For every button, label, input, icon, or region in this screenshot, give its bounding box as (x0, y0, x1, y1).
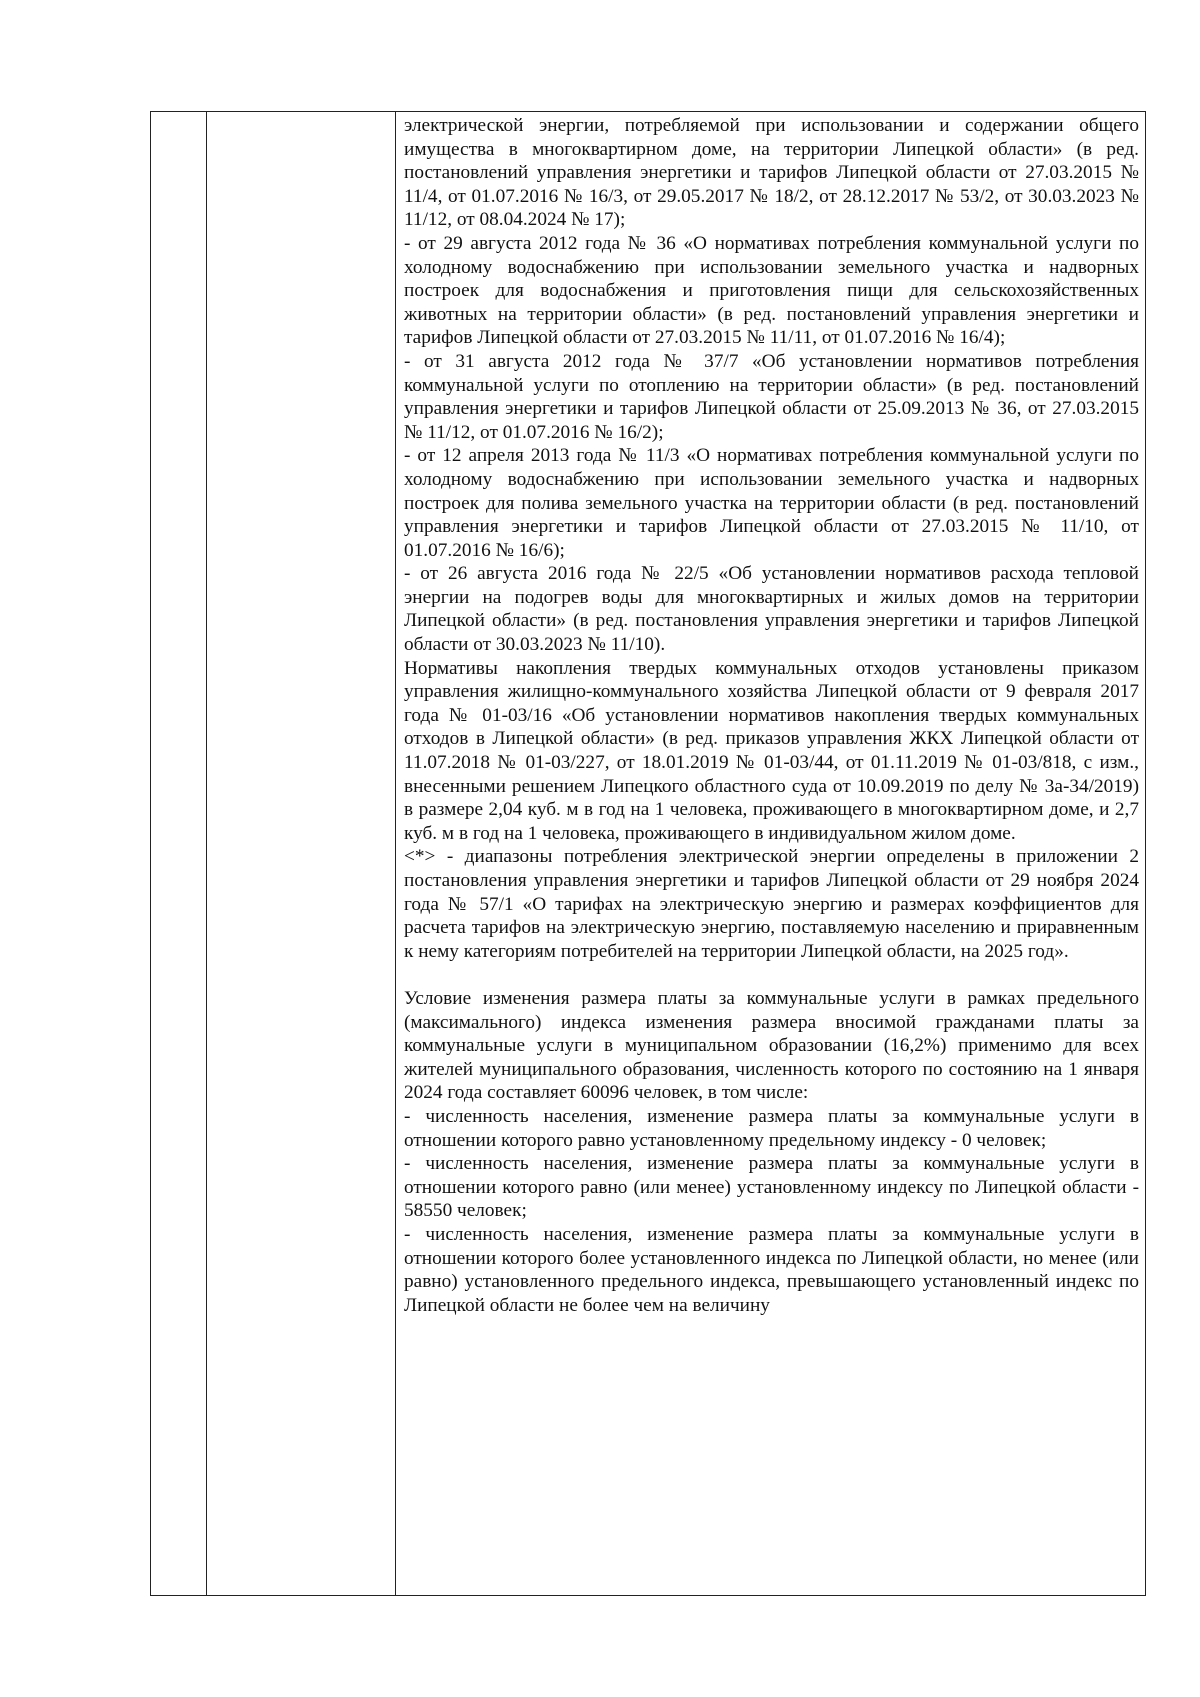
paragraph-population-regional-index: - численность населения, изменение размера платы за коммунальные услуги в отношении которого равно (или менее) установленному индексу по Липецкой области - 58550 человек; (404, 1153, 1139, 1222)
paragraph-heating: - от 31 августа 2012 года № 37/7 «Об установлении нормативов потребления коммунальной услуги по отоплению на территории области» (в ред. постановлений управления энергетики и тарифов Липецкой области от 25.09.2013 № 36, от 27.03.2015 № 11/12, от 01.07.2016 № 16/2); (404, 350, 1139, 443)
paragraph-electric-energy-continuation: электрической энергии, потребляемой при использовании и содержании общего имущества в многоквартирном доме, на территории Липецкой области» (в ред. постановлений управления энергетики и тарифов Липецкой области от 27.03.2015 № 11/4, от 01.07.2016 № 16/3, от 29.05.2017 № 18/2, от 28.12.2017 № 53/2, от 30.03.2023 № 11/12, от 08.04.2024 № 17); (404, 115, 1139, 231)
table-cell-text (404, 114, 1139, 1317)
paragraph-footnote: <*> - диапазоны потребления электрической энергии определены в приложении 2 постановления управления энергетики и тарифов Липецкой области от 29 ноября 2024 года № 57/1 «О тарифах на электрическую энергию и размерах коэффициентов для расчета тарифов на электрическую энергию, поставляемую населению и приравненным к нему категориям потребителей на территории Липецкой области, на 2025 год». (404, 846, 1139, 962)
paragraph-cold-water-irrigation: - от 12 апреля 2013 года № 11/3 «О нормативах потребления коммунальной услуги по холодному водоснабжению при использовании земельного участка и надворных построек для полива земельного участка на территории области (в ред. постановлений управления энергетики и тарифов Липецкой области от 27.03.2015 № 11/10, от 01.07.2016 № 16/6); (404, 445, 1139, 561)
paragraph-cold-water-animals: - от 29 августа 2012 года № 36 «О нормативах потребления коммунальной услуги по холодному водоснабжению при использовании земельного участка и надворных построек для водоснабжения и приготовления пищи для сельскохозяйственных животных на территории области» (в ред. постановлений управления энергетики и тарифов Липецкой области от 27.03.2015 № 11/11, от 01.07.2016 № 16/4); (404, 232, 1139, 349)
column-divider-2 (395, 112, 396, 1595)
paragraph-population-above-regional: - численность населения, изменение размера платы за коммунальные услуги в отношении которого более установленного индекса по Липецкой области, но менее (или равно) установленного предельного индекса, превышающего установленный индекс по Липецкой области не более чем на величину (404, 1223, 1139, 1316)
column-divider-1 (206, 112, 207, 1595)
paragraph-solid-waste: Нормативы накопления твердых коммунальных отходов установлены приказом управления жилищно-коммунального хозяйства Липецкой области от 9 февраля 2017 года № 01-03/16 «Об установлении нормативов накопления твердых коммунальных отходов в Липецкой области» (в ред. приказов управления ЖКХ Липецкой области от 11.07.2018 № 01-03/227, от 18.01.2019 № 01-03/44, от 01.11.2019 № 01-03/818, с изм., внесенными решением Липецкого областного суда от 10.09.2019 по делу № 3а-34/2019) в размере 2,04 куб. м в год на 1 человека, проживающего в многоквартирном доме, и 2,7 куб. м в год на 1 человека, проживающего в индивидуальном жилом доме. (404, 657, 1139, 844)
paragraph-population-limit-index: - численность населения, изменение размера платы за коммунальные услуги в отношении которого равно установленному предельному индексу - 0 человек; (404, 1105, 1139, 1151)
paragraph-condition: Условие изменения размера платы за коммунальные услуги в рамках предельного (максимального) индекса изменения размера вносимой гражданами платы за коммунальные услуги в муниципальном образовании (16,2%) применимо для всех жителей муниципального образования, численность которого по состоянию на 1 января 2024 года составляет 60096 человек, в том числе: (404, 987, 1139, 1104)
paragraph-thermal-energy: - от 26 августа 2016 года № 22/5 «Об установлении нормативов расхода тепловой энергии на подогрев воды для многоквартирных и жилых домов на территории Липецкой области» (в ред. постановления управления энергетики и тарифов Липецкой области от 30.03.2023 № 11/10). (404, 563, 1139, 656)
document-table (150, 111, 1146, 1596)
